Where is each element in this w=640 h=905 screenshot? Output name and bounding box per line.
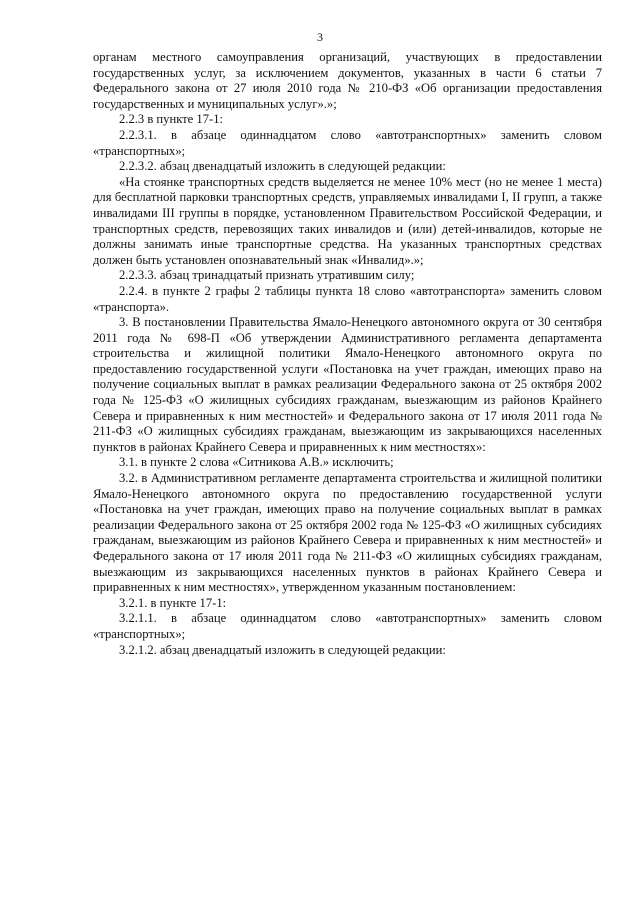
paragraph-2-2-3-3: 2.2.3.3. абзац тринадцатый признать утратившим силу; xyxy=(119,268,415,283)
paragraph-3-2-1: 3.2.1. в пункте 17-1: xyxy=(119,595,227,610)
paragraph-quoted-parking: «На стоянке транспортных средств выделяется не менее 10% мест (но не менее 1 места) для бесплатной парковки транспортных средств, управляемых инвалидами I, II групп, а также инвалидами III группы в порядке, установленном Правительством Российской Федерации, и транспортных средств, перевозящих таких инвалидов и (или) детей-инвалидов, которые не должны занимать иные транспортные средства. На указанных транспортных средствах должен быть установлен опознавательный знак «Инвалид».»; xyxy=(93,174,602,267)
document-body xyxy=(93,50,602,658)
page-number: 3 xyxy=(317,30,323,44)
paragraph-3-2-1-2: 3.2.1.2. абзац двенадцатый изложить в следующей редакции: xyxy=(119,642,446,657)
paragraph-2-2-4: 2.2.4. в пункте 2 графы 2 таблицы пункта 18 слово «автотранспорта» заменить словом «транспорта». xyxy=(93,283,602,314)
paragraph-3-1: 3.1. в пункте 2 слова «Ситникова А.В.» исключить; xyxy=(119,455,394,470)
paragraph-2-2-3-1: 2.2.3.1. в абзаце одиннадцатом слово «автотранспортных» заменить словом «транспортных»; xyxy=(93,127,602,158)
paragraph-3-2-1-1: 3.2.1.1. в абзаце одиннадцатом слово «автотранспортных» заменить словом «транспортных»; xyxy=(93,611,602,641)
paragraph-3: 3. В постановлении Правительства Ямало-Ненецкого автономного округа от 30 сентября 2011 года № 698-П «Об утверждении Административного регламента департамента строительства и жилищной политики Ямало-Ненецкого автономного округа по предоставлению государственной услуги «Постановка на учет граждан, имеющих право на получение социальных выплат в рамках реализации Федерального закона от 25 октября 2002 года № 125-ФЗ «О жилищных субсидиях гражданам, выезжающим из районов Крайнего Севера и приравненных к ним местностей» и Федерального закона от 17 июля 2011 года № 211-ФЗ «О жилищных субсидиях гражданам, выезжающим из закрывающихся населенных пунктов в районах Крайнего Севера и приравненных к ним местностях»: xyxy=(93,315,602,454)
paragraph-continuation: органам местного самоуправления организаций, участвующих в предоставлении государственных услуг, за исключением документов, указанных в части 6 статьи 7 Федерального закона от 27 июля 2010 года № 210-ФЗ «Об организации предоставления государственных и муниципальных услуг».»; xyxy=(93,50,602,111)
paragraph-2-2-3-2: 2.2.3.2. абзац двенадцатый изложить в следующей редакции: xyxy=(119,159,446,174)
paragraph-3-2: 3.2. в Административном регламенте департамента строительства и жилищной политики Ямало-Ненецкого автономного округа по предоставлению государственной услуги «Постановка на учет граждан, имеющих право на получение социальных выплат в рамках реализации Федерального закона от 25 октября 2002 года № 125-ФЗ «О жилищных субсидиях гражданам, выезжающим из районов Крайнего Севера и приравненных к ним местностей» и Федерального закона от 17 июля 2011 года № 211-ФЗ «О жилищных субсидиях гражданам, выезжающим из закрывающихся населенных пунктов в районах Крайнего Севера и приравненных к ним местностях», утвержденном указанным постановлением: xyxy=(93,471,602,595)
paragraph-2-2-3: 2.2.3 в пункте 17-1: xyxy=(119,112,223,127)
